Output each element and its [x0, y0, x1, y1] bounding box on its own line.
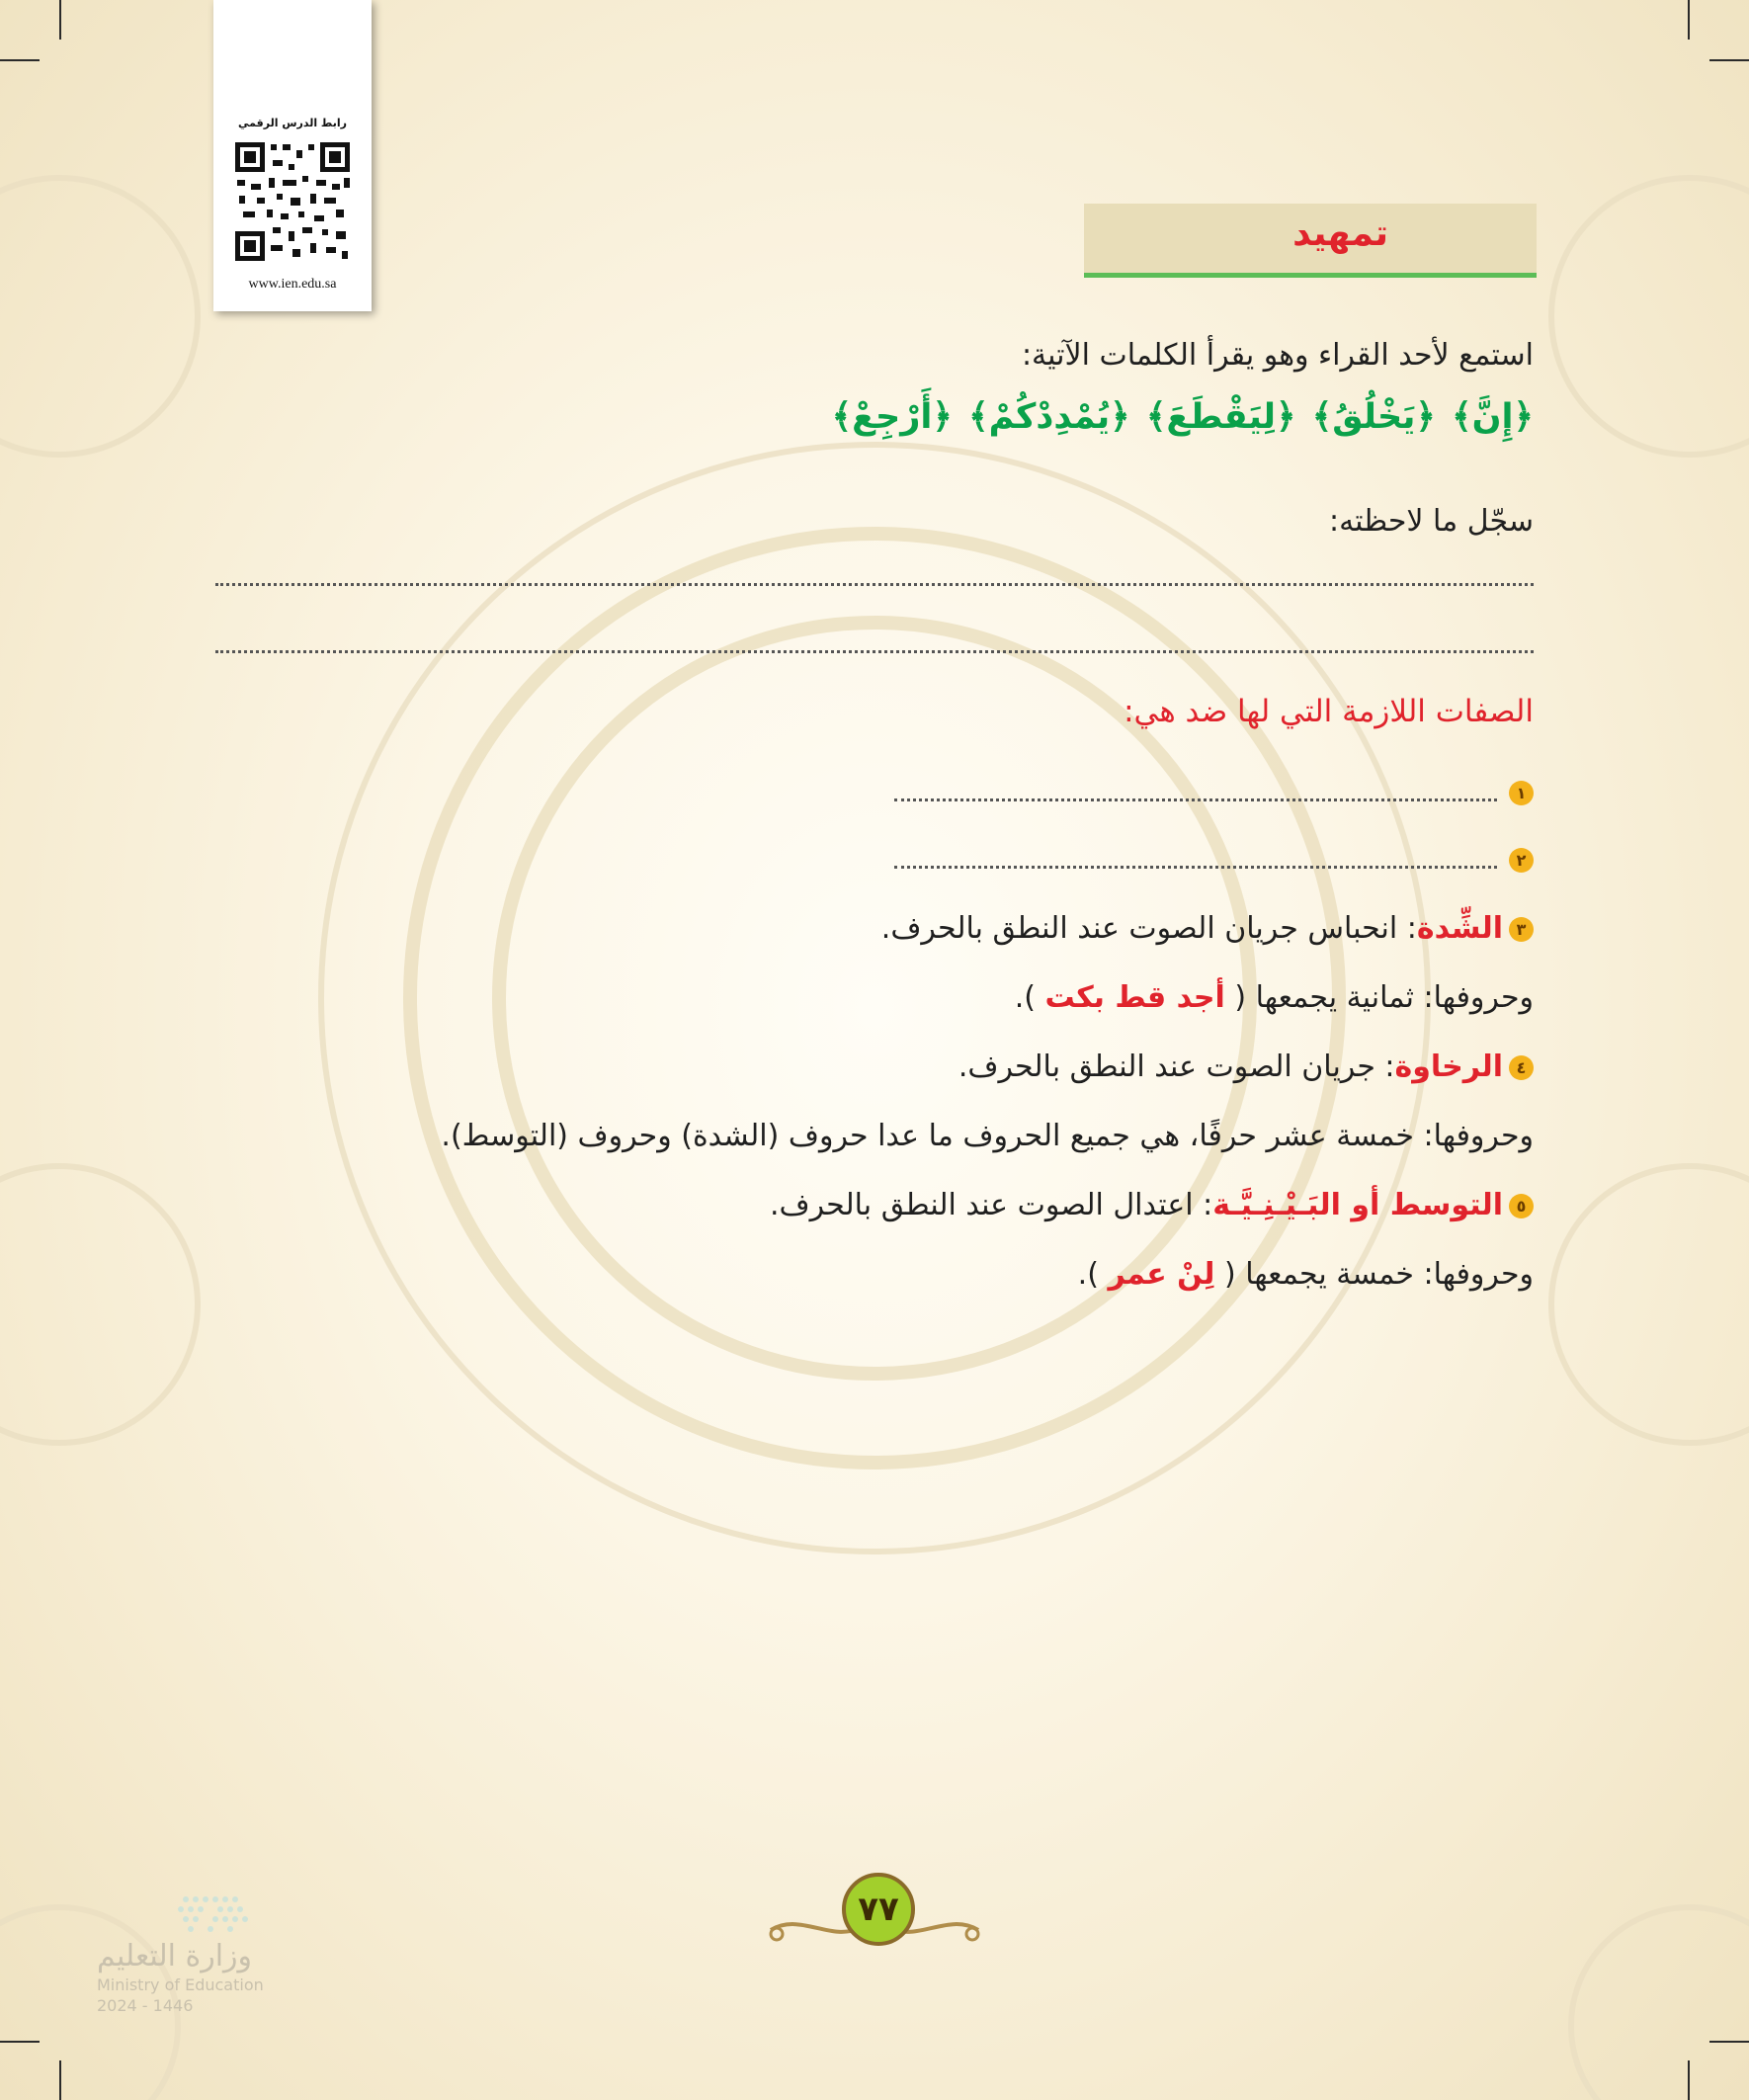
crop-mark	[1688, 0, 1690, 40]
answer-line[interactable]	[215, 650, 1534, 653]
list-item	[1503, 842, 1534, 877]
list-item	[881, 911, 1534, 946]
crop-mark	[0, 2041, 40, 2043]
item-number: ٥	[1509, 1194, 1534, 1218]
letters-key: أجد قط بكت	[1044, 980, 1225, 1015]
quran-word: ﴿إِنَّ﴾	[1452, 397, 1534, 437]
letters-prefix: وحروفها: ثمانية يجمعها (	[1224, 980, 1534, 1015]
crop-mark	[1688, 2060, 1690, 2100]
quran-word: ﴿يُمْدِدْكُمْ﴾	[968, 397, 1130, 437]
crop-mark	[1709, 2041, 1749, 2043]
qr-code-icon[interactable]	[233, 140, 352, 263]
ministry-year: 2024 - 1446	[97, 1996, 194, 2015]
item-term: الرخاوة	[1394, 1050, 1503, 1084]
ministry-logo	[97, 1891, 294, 2015]
qr-url[interactable]: www.ien.edu.sa	[248, 277, 337, 292]
quran-word: ﴿لِيَقْطَعَ﴾	[1145, 397, 1296, 437]
list-item	[958, 1050, 1534, 1084]
ministry-arabic: وزارة التعليم	[97, 1939, 253, 1974]
quran-word: ﴿يَخْلُقُ﴾	[1311, 397, 1436, 437]
item-definition: : انحباس جريان الصوت عند النطق بالحرف.	[880, 911, 1417, 946]
letters-suffix: ).	[1077, 1257, 1109, 1292]
page-number: ٧٧	[842, 1873, 915, 1946]
item-number: ٢	[1509, 848, 1534, 873]
item-number: ٣	[1509, 917, 1534, 942]
intro-text: استمع لأحد القراء وهو يقرأ الكلمات الآتية:	[1021, 338, 1534, 373]
quran-word: ﴿أَرْجِعْ﴾	[831, 397, 953, 437]
note-prompt: سجّل ما لاحظته:	[1328, 504, 1534, 539]
crop-mark	[1709, 59, 1749, 61]
ministry-logo-icon	[97, 1891, 255, 1935]
ministry-english: Ministry of Education	[97, 1975, 264, 1994]
item-number: ١	[1509, 781, 1534, 805]
item-number: ٤	[1509, 1055, 1534, 1080]
item-definition: : اعتدال الصوت عند النطق بالحرف.	[769, 1188, 1213, 1222]
letters-prefix: وحروفها: خمسة يجمعها (	[1214, 1257, 1534, 1292]
answer-line[interactable]	[894, 798, 1497, 801]
letters-line: وحروفها: خمسة عشر حرفًا، هي جميع الحروف ما عدا حروف (الشدة) وحروف (التوسط).	[441, 1119, 1534, 1153]
item-term: التوسط أو البَـيْـنِـيَّـة	[1212, 1188, 1503, 1222]
letters-key: لِنْ عمر	[1108, 1257, 1215, 1292]
qr-title: رابط الدرس الرقمي	[238, 117, 347, 129]
quran-words	[828, 397, 1534, 437]
item-definition: : جريان الصوت عند النطق بالحرف.	[958, 1050, 1395, 1084]
list-item	[770, 1188, 1534, 1222]
crop-mark	[59, 0, 61, 40]
answer-line[interactable]	[894, 866, 1497, 869]
item-term: الشِّدة	[1416, 911, 1503, 946]
crop-mark	[59, 2060, 61, 2100]
section-heading: تمهيد	[1292, 213, 1388, 254]
letters-suffix: ).	[1014, 980, 1045, 1015]
letters-line	[1078, 1257, 1534, 1292]
subheading: الصفات اللازمة التي لها ضد هي:	[1124, 694, 1534, 729]
list-item	[1503, 775, 1534, 809]
letters-line	[1015, 980, 1534, 1015]
crop-mark	[0, 59, 40, 61]
qr-card[interactable]	[213, 0, 372, 311]
answer-line[interactable]	[215, 583, 1534, 586]
section-heading-box	[1084, 204, 1537, 278]
